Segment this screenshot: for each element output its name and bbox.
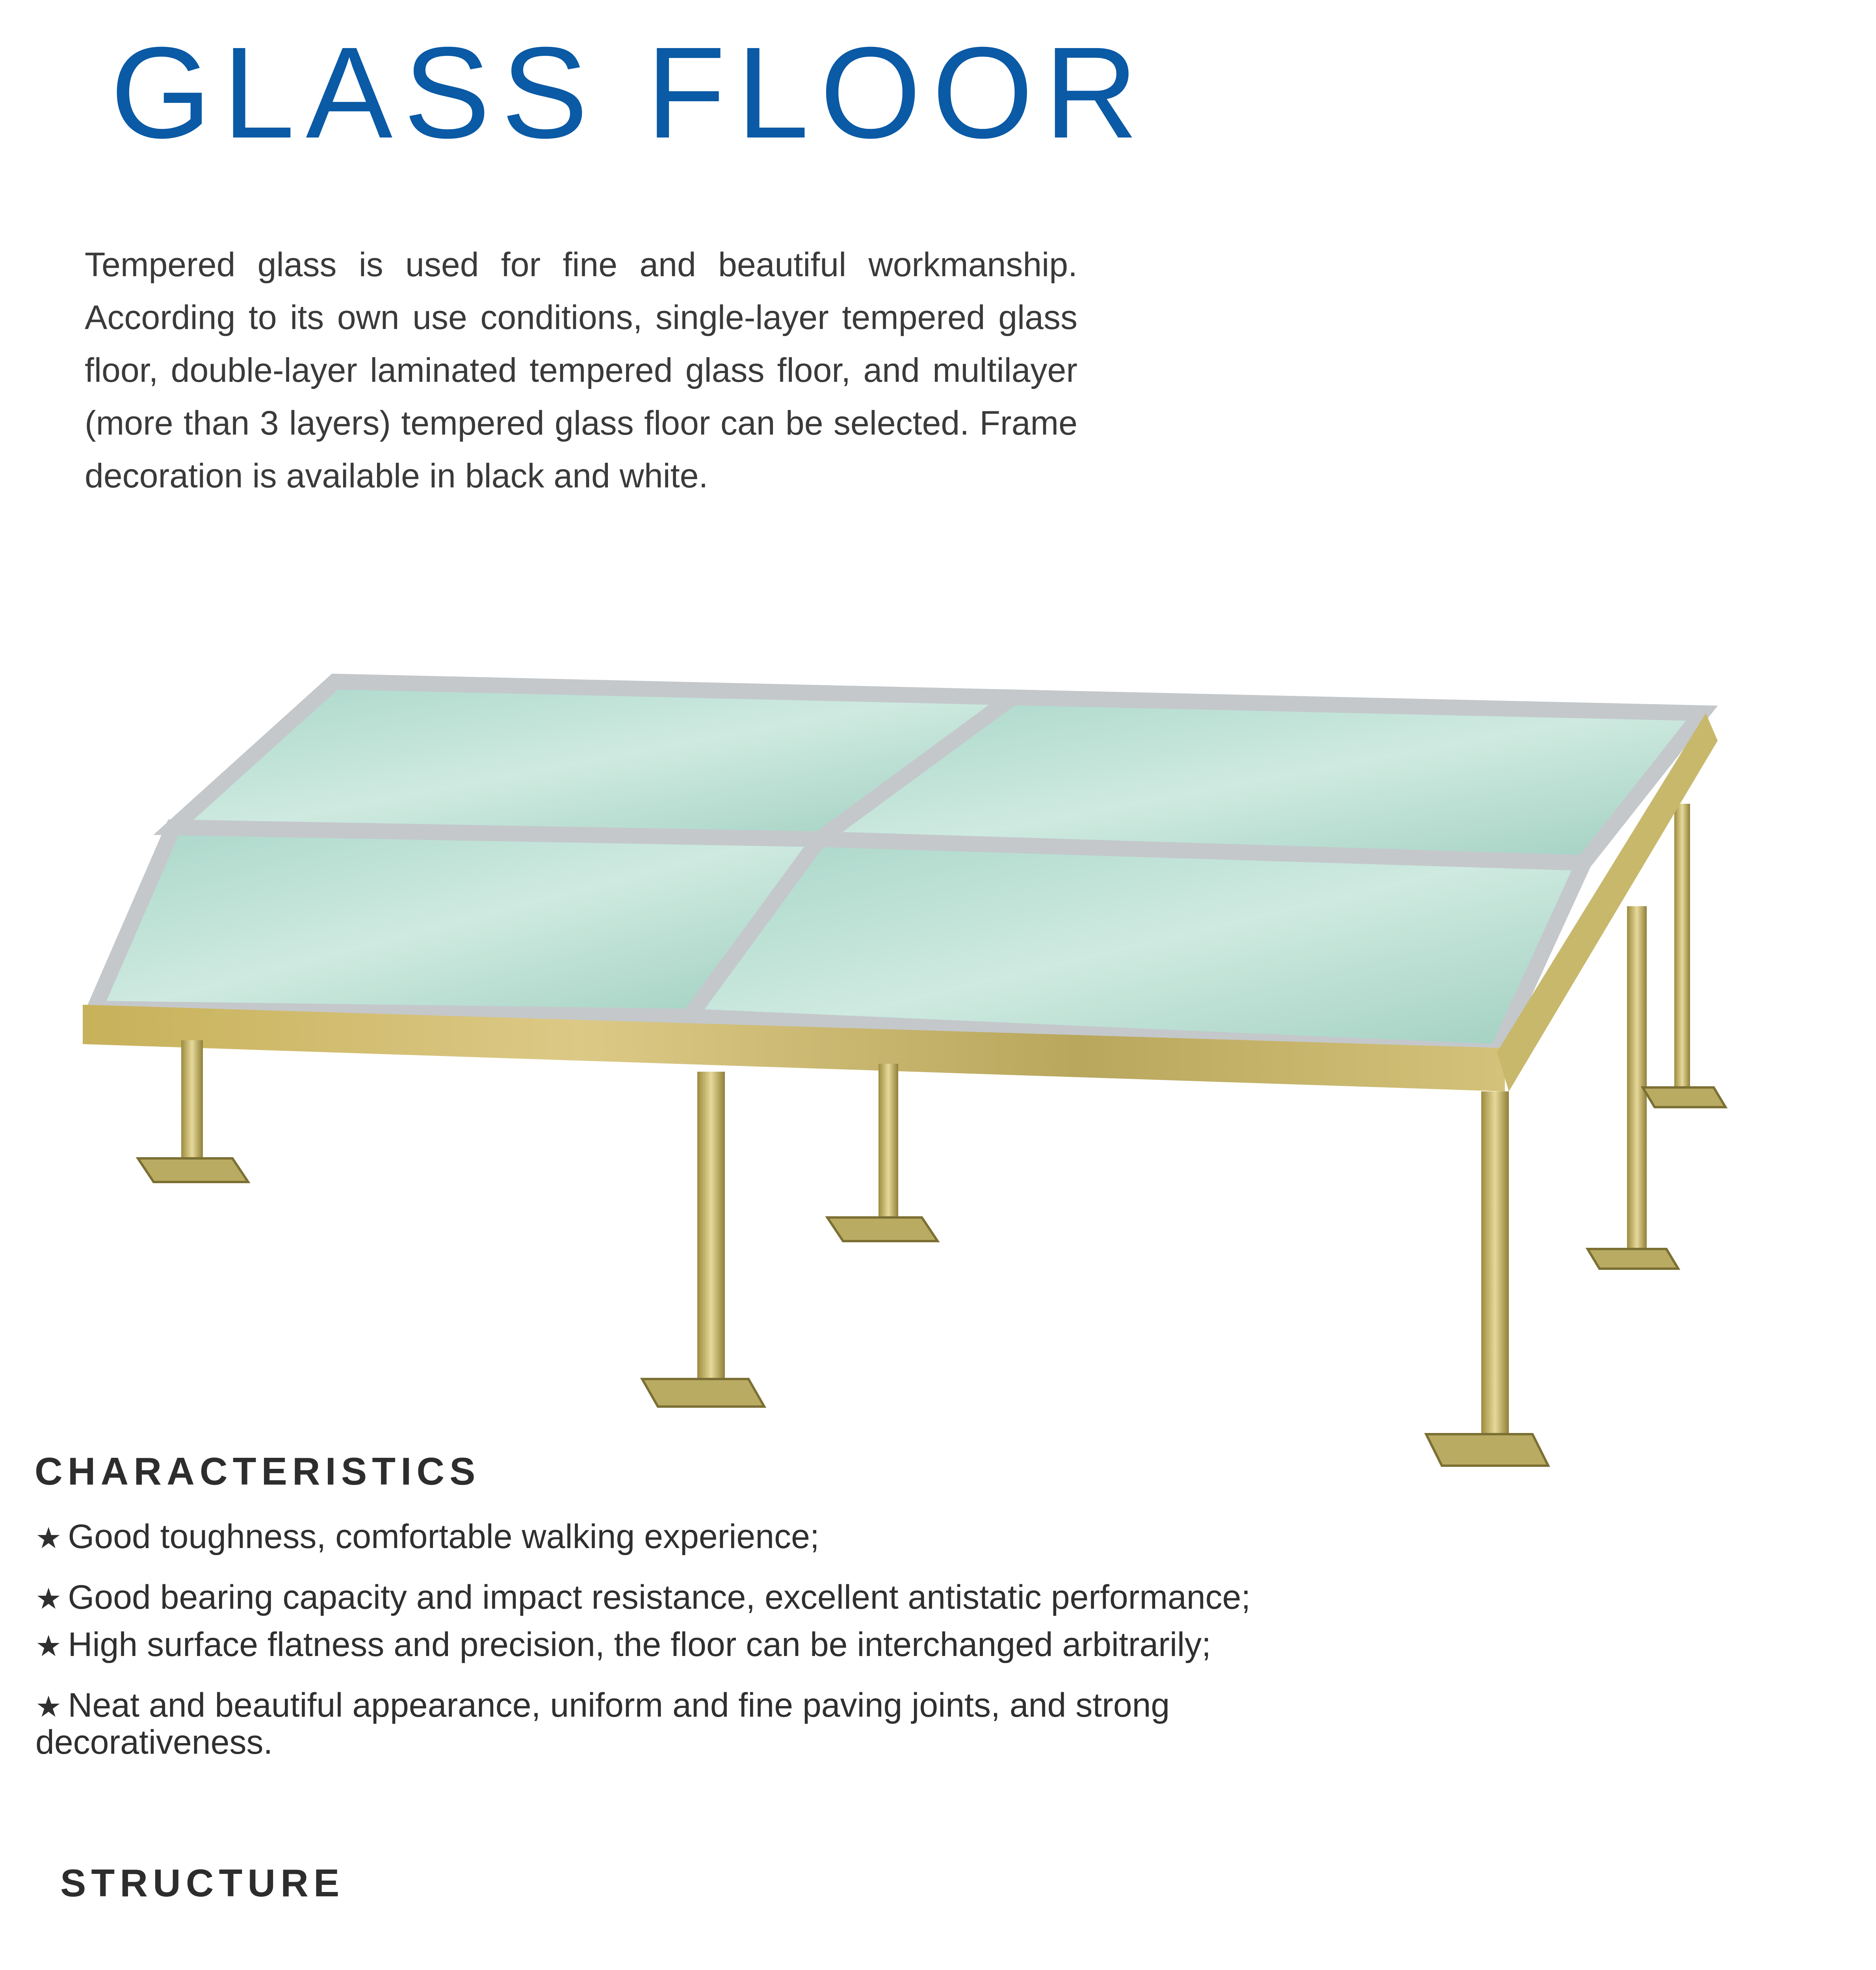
list-item-text: Good bearing capacity and impact resistance, excellent antistatic performance; xyxy=(68,1578,1251,1616)
page-title: GLASS FLOOR xyxy=(110,20,1150,165)
intro-paragraph: Tempered glass is used for fine and beautiful workmanship. According to its own use conditions, single-layer tempered glass floor, double-layer laminated tempered glass floor, and multilayer (more than 3 layers) tempered glass floor can be selected. Frame decoration is available in black and white. xyxy=(85,246,1077,495)
characteristics-list xyxy=(35,1519,1335,1760)
structure-heading: STRUCTURE xyxy=(60,1861,345,1905)
list-item xyxy=(35,1688,1237,1760)
characteristics-heading: CHARACTERISTICS xyxy=(35,1450,481,1493)
star-icon: ★ xyxy=(35,1690,62,1723)
star-icon: ★ xyxy=(35,1582,62,1615)
star-icon: ★ xyxy=(35,1630,62,1662)
list-item-text: High surface flatness and precision, the floor can be interchanged arbitrarily; xyxy=(68,1626,1211,1663)
glass-panels xyxy=(95,682,1702,1052)
list-item xyxy=(35,1519,1335,1556)
list-item xyxy=(35,1580,1335,1617)
list-item-text: Good toughness, comfortable walking experience; xyxy=(68,1518,819,1556)
list-item-text: Neat and beautiful appearance, uniform and fine paving joints, and strong decorativeness. xyxy=(35,1686,1170,1761)
list-item xyxy=(35,1627,1335,1664)
front-baseplates xyxy=(138,1158,1548,1466)
star-icon: ★ xyxy=(35,1522,62,1554)
glass-floor-system-illustration xyxy=(79,646,1773,1513)
